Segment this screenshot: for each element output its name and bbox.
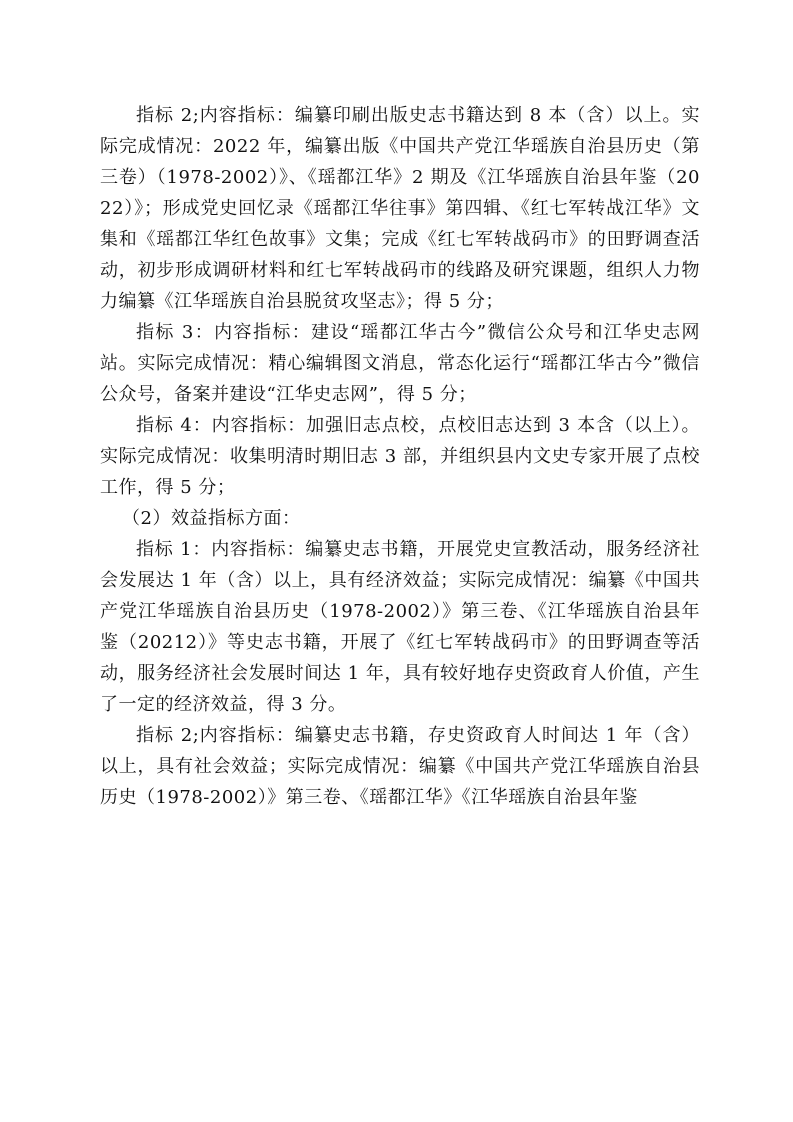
- paragraph-indicator-4-output: 指标 4：内容指标：加强旧志点校，点校旧志达到 3 本含（以上）。实际完成情况：收集明清时期旧志 3 部，并组织县内文史专家开展了点校工作，得 5 分；: [100, 415, 700, 498]
- paragraph-indicator-3-output: 指标 3：内容指标：建设“瑶都江华古今”微信公众号和江华史志网站。实际完成情况：精心编辑图文消息，常态化运行“瑶都江华古今”微信公众号，备案并建设“江华史志网”，得 5 分；: [100, 322, 700, 405]
- paragraph-indicator-2-output: 指标 2;内容指标：编纂印刷出版史志书籍达到 8 本（含）以上。实际完成情况：2022 年，编纂出版《中国共产党江华瑶族自治县历史（第三卷）（1978-2002）》、《瑶都江华》2 期及《江华瑶族自治县年鉴（2022）》；形成党史回忆录《瑶都江华往事》第四辑、《红七军转战江华》文集和《瑶都江华红色故事》文集；完成《红七军转战码市》的田野调查活动，初步形成调研材料和红七军转战码市的线路及研究课题，组织人力物力编纂《江华瑶族自治县脱贫攻坚志》；得 5 分；: [100, 105, 700, 312]
- paragraph-benefit-indicator-2: 指标 2;内容指标：编纂史志书籍，存史资政育人时间达 1 年（含）以上，具有社会效益；实际完成情况：编纂《中国共产党江华瑶族自治县历史（1978-2002）》第三卷、《瑶都江华》《江华瑶族自治县年鉴: [100, 725, 700, 808]
- paragraph-benefit-indicator-1: 指标 1：内容指标：编纂史志书籍，开展党史宣教活动，服务经济社会发展达 1 年（含）以上，具有经济效益；实际完成情况：编纂《中国共产党江华瑶族自治县历史（1978-2002）》第三卷、《江华瑶族自治县年鉴（20212）》等史志书籍，开展了《红七军转战码市》的田野调查等活动，服务经济社会发展时间达 1 年，具有较好地存史资政育人价值，产生了一定的经济效益，得 3 分。: [100, 539, 700, 715]
- document-body: [100, 100, 700, 813]
- section-heading-benefit-indicators: （2）效益指标方面：: [122, 508, 301, 529]
